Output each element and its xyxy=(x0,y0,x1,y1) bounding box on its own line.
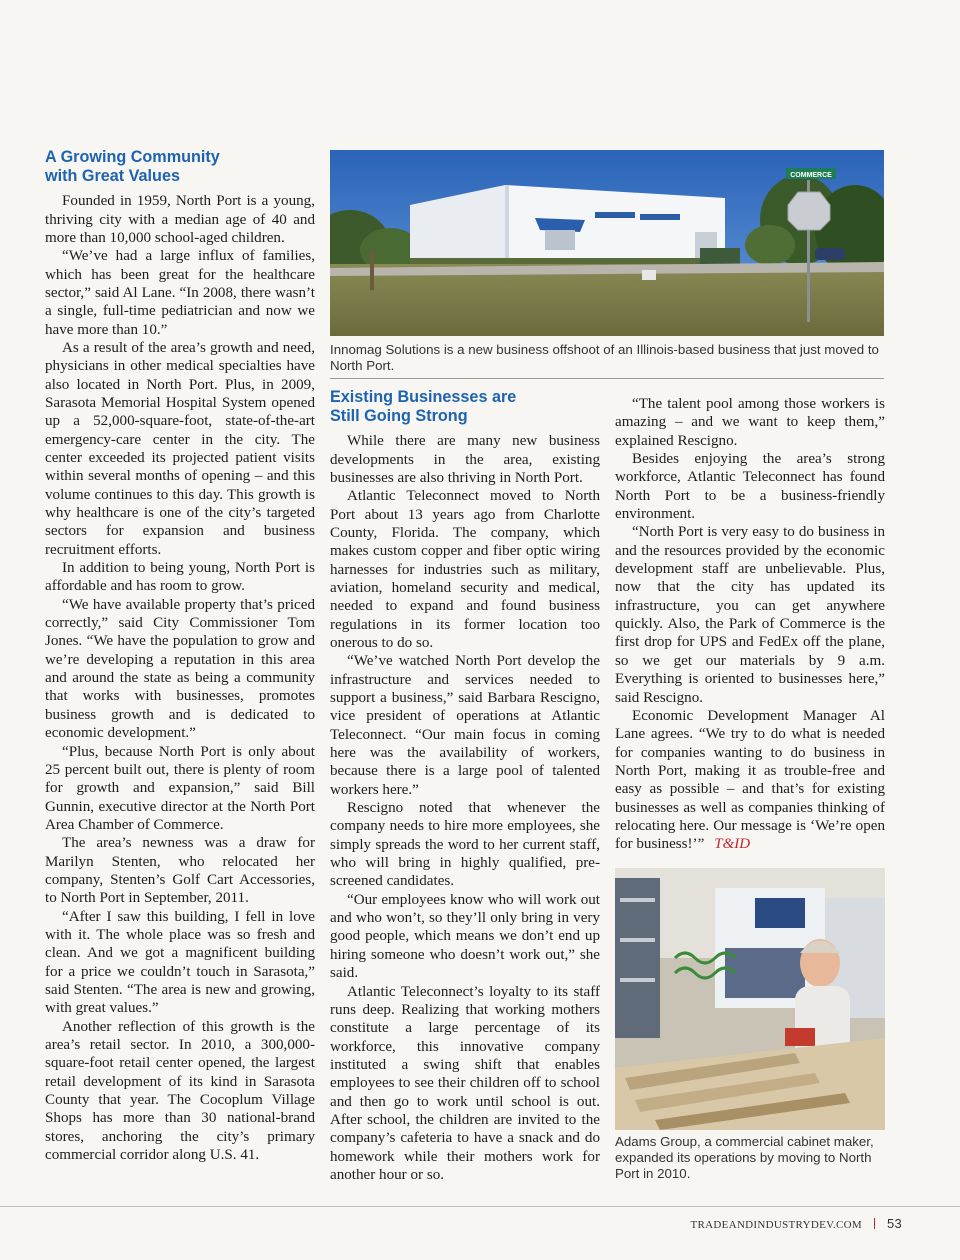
heading-line: Still Going Strong xyxy=(330,406,468,425)
photo-adams-group-worker xyxy=(615,868,885,1130)
heading-line: Existing Businesses are xyxy=(330,388,517,406)
paragraph xyxy=(615,707,885,854)
paragraph: “After I saw this building, I fell in love with it. The whole place was so fresh and clean. And we got a magnificent building for a price we couldn’t touch in Sarasota,” said Stenten. “The area is new and growing, with great values.” xyxy=(45,908,315,1017)
page-footer xyxy=(691,1216,902,1231)
paragraph-text: Economic Development Manager Al Lane agrees. “We try to do what is needed for companies wanting to do business in North Port, making it as trouble-free and easy as possible – and that’s for existing businesses as well as companies thinking of relocating here. Our message is ‘We’re open for business!’” xyxy=(615,707,885,853)
page-number: 53 xyxy=(886,1216,902,1231)
paragraph: Atlantic Teleconnect’s loyalty to its staff runs deep. Realizing that working mothers constitute a large percentage of its workforce, this innovative company instituted a swing shift that enables employees to see their children off to school and then go to work until school is out. After school, the children are invited to the company’s cafeteria to have a snack and do homework while their mothers work for another hour or so. xyxy=(330,983,600,1183)
column-2 xyxy=(330,388,600,1184)
paragraph: “The talent pool among those workers is amazing – and we want to keep them,” explained Rescigno. xyxy=(615,396,885,449)
paragraph: Founded in 1959, North Port is a young, thriving city with a median age of 40 and more than 10,000 school-aged children. xyxy=(45,193,315,246)
section-heading-growing-community xyxy=(45,148,315,185)
paragraph: Another reflection of this growth is the area’s retail sector. In 2010, a 300,000-square-foot retail center opened, the largest retail development of its kind in Sarasota County that year. The Cocoplum Village Shops has more than 30 national-brand stores, anchoring the city’s primary commercial corridor along U.S. 41. xyxy=(45,1018,315,1164)
paragraph: Besides enjoying the area’s strong workforce, Atlantic Teleconnect has found North Port to be a business-friendly environment. xyxy=(615,451,885,523)
website-url: TRADEANDINDUSTRYDEV.COM xyxy=(690,1219,862,1231)
paragraph: “We have available property that’s priced correctly,” said City Commissioner Tom Jones. “We have the population to grow and we’re developing a reputation in this area and around the state as being a community that works with businesses, promotes business growth and is dedicated to economic development.” xyxy=(45,596,315,742)
street-sign-text: COMMERCE xyxy=(790,172,832,179)
paragraph: While there are many new business developments in the area, existing businesses are also thriving in North Port. xyxy=(330,433,600,486)
heading-line: A Growing Community xyxy=(45,148,220,166)
paragraph: The area’s newness was a draw for Marilyn Stenten, who relocated her company, Stenten’s Golf Cart Accessories, to North Port in September, 2011. xyxy=(45,835,315,907)
paragraph: Atlantic Teleconnect moved to North Port about 13 years ago from Charlotte County, Florida. The company, which makes custom copper and fiber optic wiring harnesses for industries such as military, aviation, homeland security and medical, needed to expand and found business regulations in its former location too onerous to do so. xyxy=(330,488,600,651)
paragraph: “We’ve had a large influx of families, which has been great for the healthcare sector,” said Al Lane. “In 2008, there wasn’t a single, full-time pediatrician and now we have more than 10.” xyxy=(45,248,315,338)
footer-rule xyxy=(0,1206,960,1207)
paragraph: “Our employees know who will work out and who won’t, so they’ll only bring in very good people, which means we don’t end up hiring someone who doesn’t work out,” she said. xyxy=(330,891,600,982)
photo-caption-innomag: Innomag Solutions is a new business offshoot of an Illinois-based business that just moved to North Port. xyxy=(330,342,879,373)
paragraph: In addition to being young, North Port is affordable and has room to grow. xyxy=(45,560,315,595)
paragraph: As a result of the area’s growth and need, physicians in other medical specialties have also located in North Port. Plus, in 2009, Sarasota Memorial Hospital System opened up a 52,000-square-foot, state-of-the-art emergency-care center in the city. The center exceeded its projected patient visits within several months of opening – and this volume continues to this day. This growth is why healthcare is one of the city’s targeted sectors for expansion and business recruitment efforts. xyxy=(45,339,315,558)
column-1 xyxy=(45,148,315,1164)
column-3 xyxy=(615,395,885,854)
section-heading-existing-businesses xyxy=(330,388,600,425)
heading-line: with Great Values xyxy=(45,166,180,185)
photo-innomag-building xyxy=(330,150,884,336)
paragraph: “We’ve watched North Port develop the infrastructure and services needed to support a business,” said Barbara Rescigno, vice president of operations at Atlantic Teleconnect. “Our main focus in coming here was the availability of workers, because there is a large pool of talented workers here.” xyxy=(330,653,600,798)
footer-separator xyxy=(874,1218,875,1229)
end-mark: T&ID xyxy=(714,836,751,853)
paragraph: Rescigno noted that whenever the company needs to hire more employees, she simply spreads the word to her current staff, who will bring in highly qualified, pre-screened candidates. xyxy=(330,800,600,890)
paragraph: “North Port is very easy to do business in and the resources provided by the economic development staff are unbelievable. Plus, now that the city has updated its infrastructure, you can get anywhere quickly. Also, the Park of Commerce is the first drop for UPS and FedEx off the plane, so we get our materials by 9 a.m. Everything is oriented to businesses here,” said Rescigno. xyxy=(615,524,885,706)
caption-divider xyxy=(330,378,884,379)
photo-caption-adams-group: Adams Group, a commercial cabinet maker, expanded its operations by moving to North Port in 2010. xyxy=(615,1134,874,1181)
paragraph: “Plus, because North Port is only about 25 percent built out, there is plenty of room for growth and expansion,” said Bill Gunnin, executive director at the North Port Area Chamber of Commerce. xyxy=(45,743,315,833)
